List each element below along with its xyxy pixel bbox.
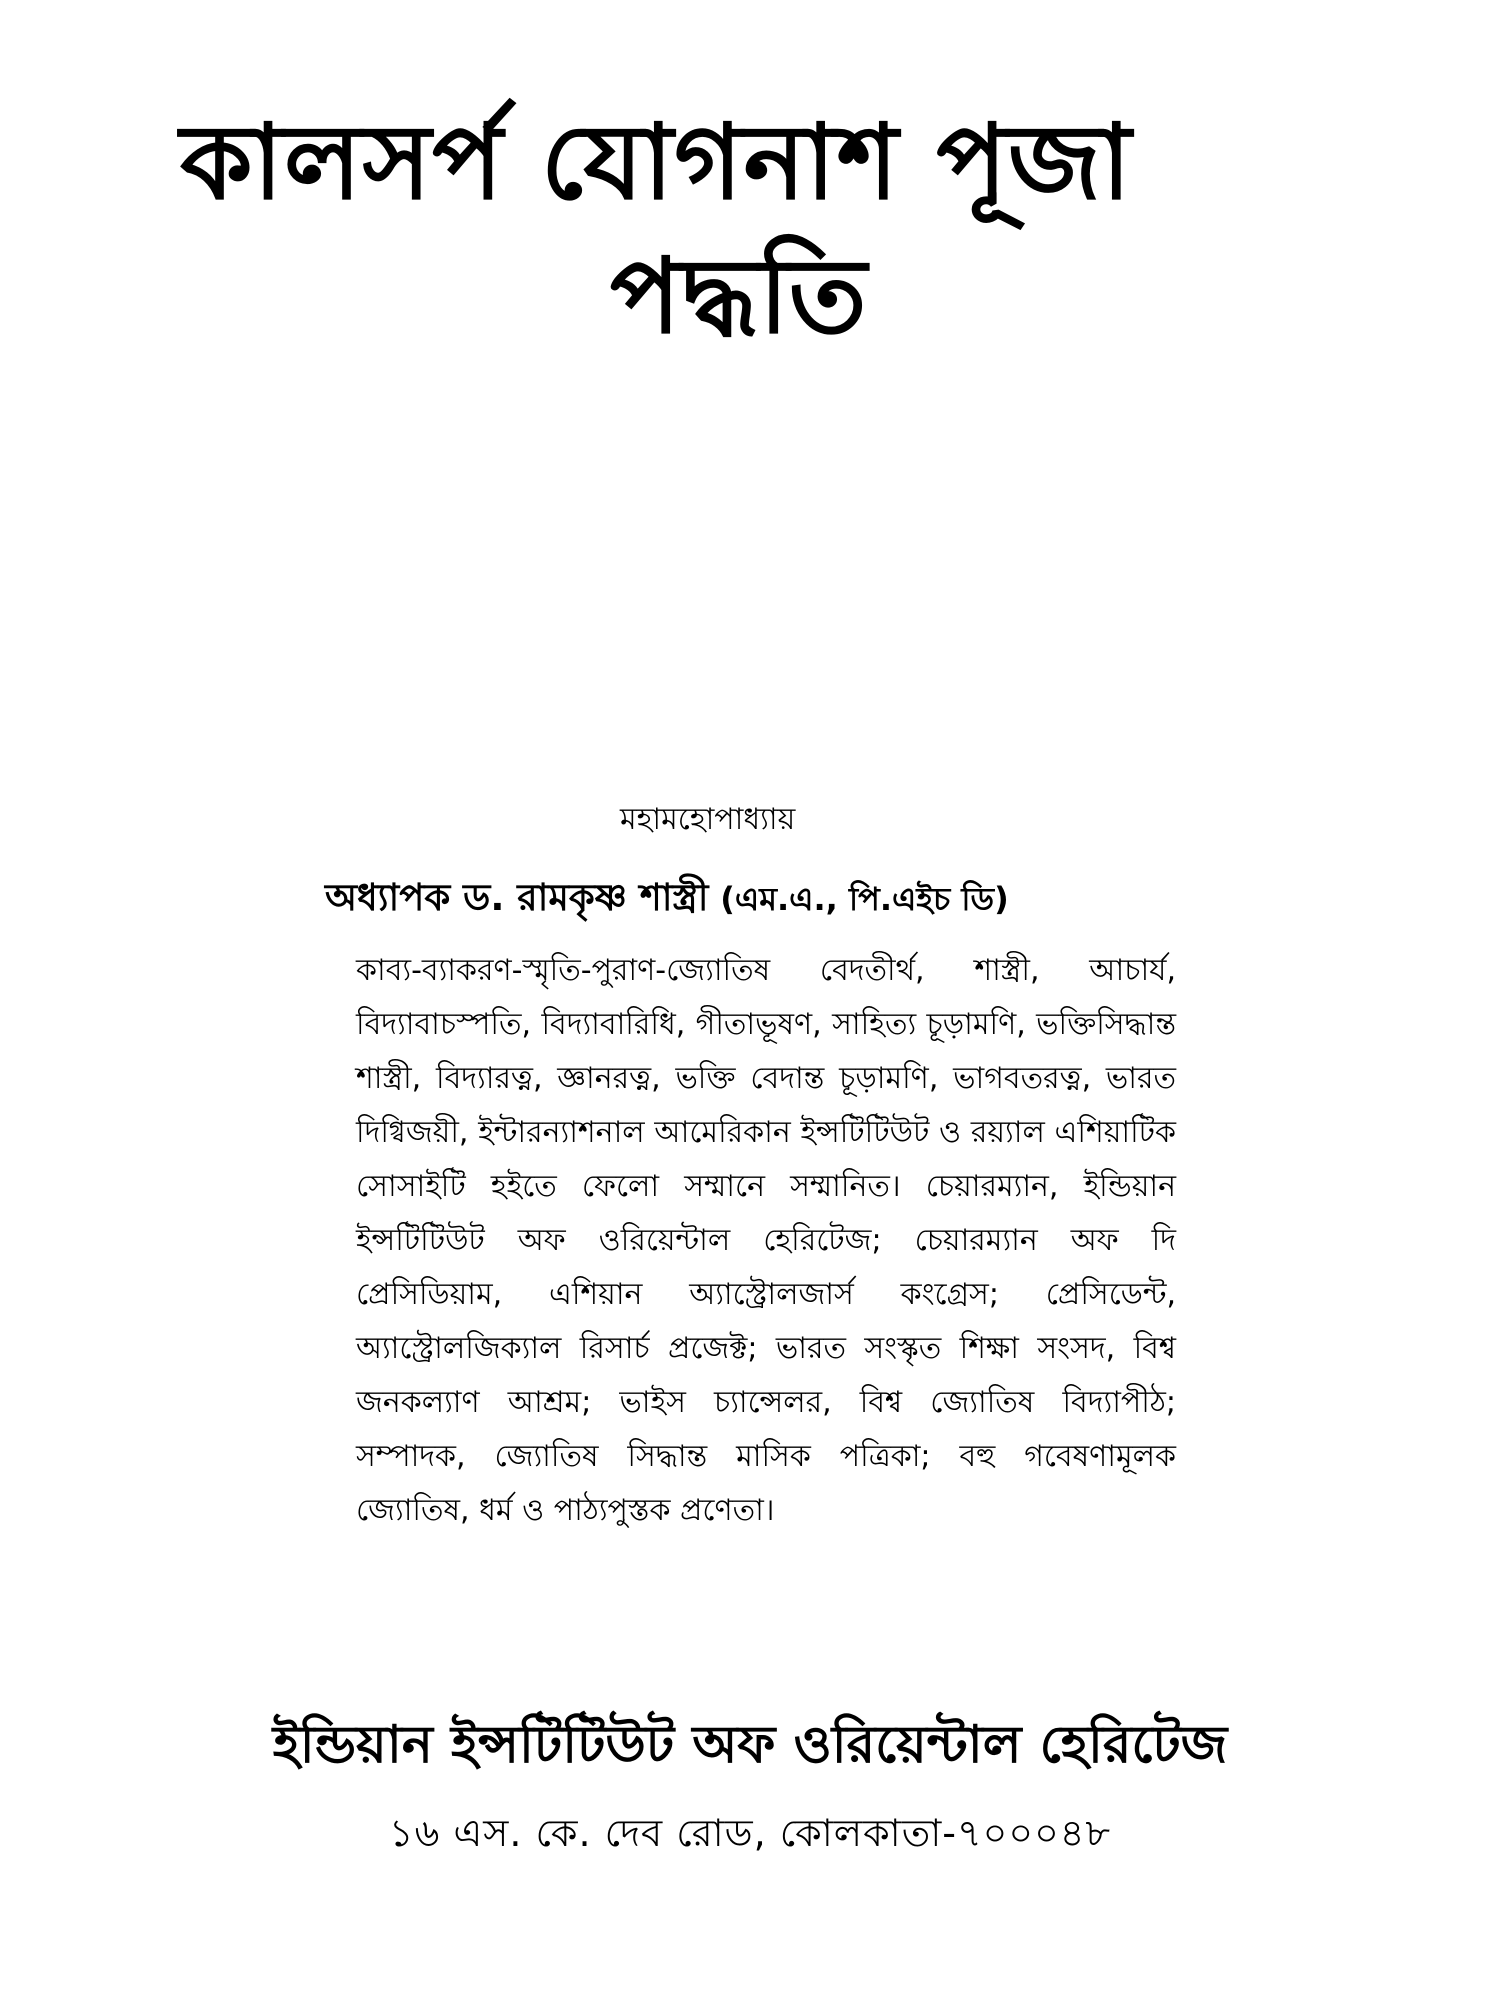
book-title-line-1: কালসর্প যোগনাশ পূজা (180, 101, 1133, 223)
author-line (325, 872, 1225, 925)
author-degrees: (এম.এ., পি.এইচ ডি) (720, 880, 1009, 918)
book-title (180, 95, 1360, 363)
publisher-address: ১৬ এস. কে. দেব রোড, কোলকাতা-৭০০০৪৮ (388, 1811, 1112, 1855)
publisher-name: ইন্ডিয়ান ইন্সটিটিউট অফ ওরিয়েন্টাল হেরিটেজ (272, 1715, 1228, 1775)
book-title-line-2: পদ্ধতি (610, 235, 868, 357)
author-honorific: মহামহোপাধ্যায় (620, 802, 796, 837)
author-name: অধ্যাপক ড. রামকৃষ্ণ শাস্ত্রী (325, 876, 709, 919)
author-biography: কাব্য-ব্যাকরণ-স্মৃতি-পুরাণ-জ্যোতিষ বেদতীর্থ, শাস্ত্রী, আচার্য, বিদ্যাবাচস্পতি, বিদ্যাবারিধি, গীতাভূষণ, সাহিত্য চূড়ামণি, ভক্তিসিদ্ধান্ত শাস্ত্রী, বিদ্যারত্ন, জ্ঞানরত্ন, ভক্তি বেদান্ত চূড়ামণি, ভাগবতরত্ন, ভারত দিগ্বিজয়ী, ইন্টারন্যাশনাল আমেরিকান ইন্সটিটিউট ও রয়্যাল এশিয়াটিক সোসাইটি হইতে ফেলো সম্মানে সম্মানিত। চেয়ারম্যান, ইন্ডিয়ান ইন্সটিটিউট অফ ওরিয়েন্টাল হেরিটেজ; চেয়ারম্যান অফ দি প্রেসিডিয়াম, এশিয়ান অ্যাস্ট্রোলজার্স কংগ্রেস; প্রেসিডেন্ট, অ্যাস্ট্রোলজিক্যাল রিসার্চ প্রজেক্ট; ভারত সংস্কৃত শিক্ষা সংসদ, বিশ্ব জনকল্যাণ আশ্রম; ভাইস চ্যান্সেলর, বিশ্ব জ্যোতিষ বিদ্যাপীঠ; সম্পাদক, জ্যোতিষ সিদ্ধান্ত মাসিক পত্রিকা; বহু গবেষণামূলক জ্যোতিষ, ধর্ম ও পাঠ্যপুস্তক প্রণেতা। (356, 953, 1176, 1528)
